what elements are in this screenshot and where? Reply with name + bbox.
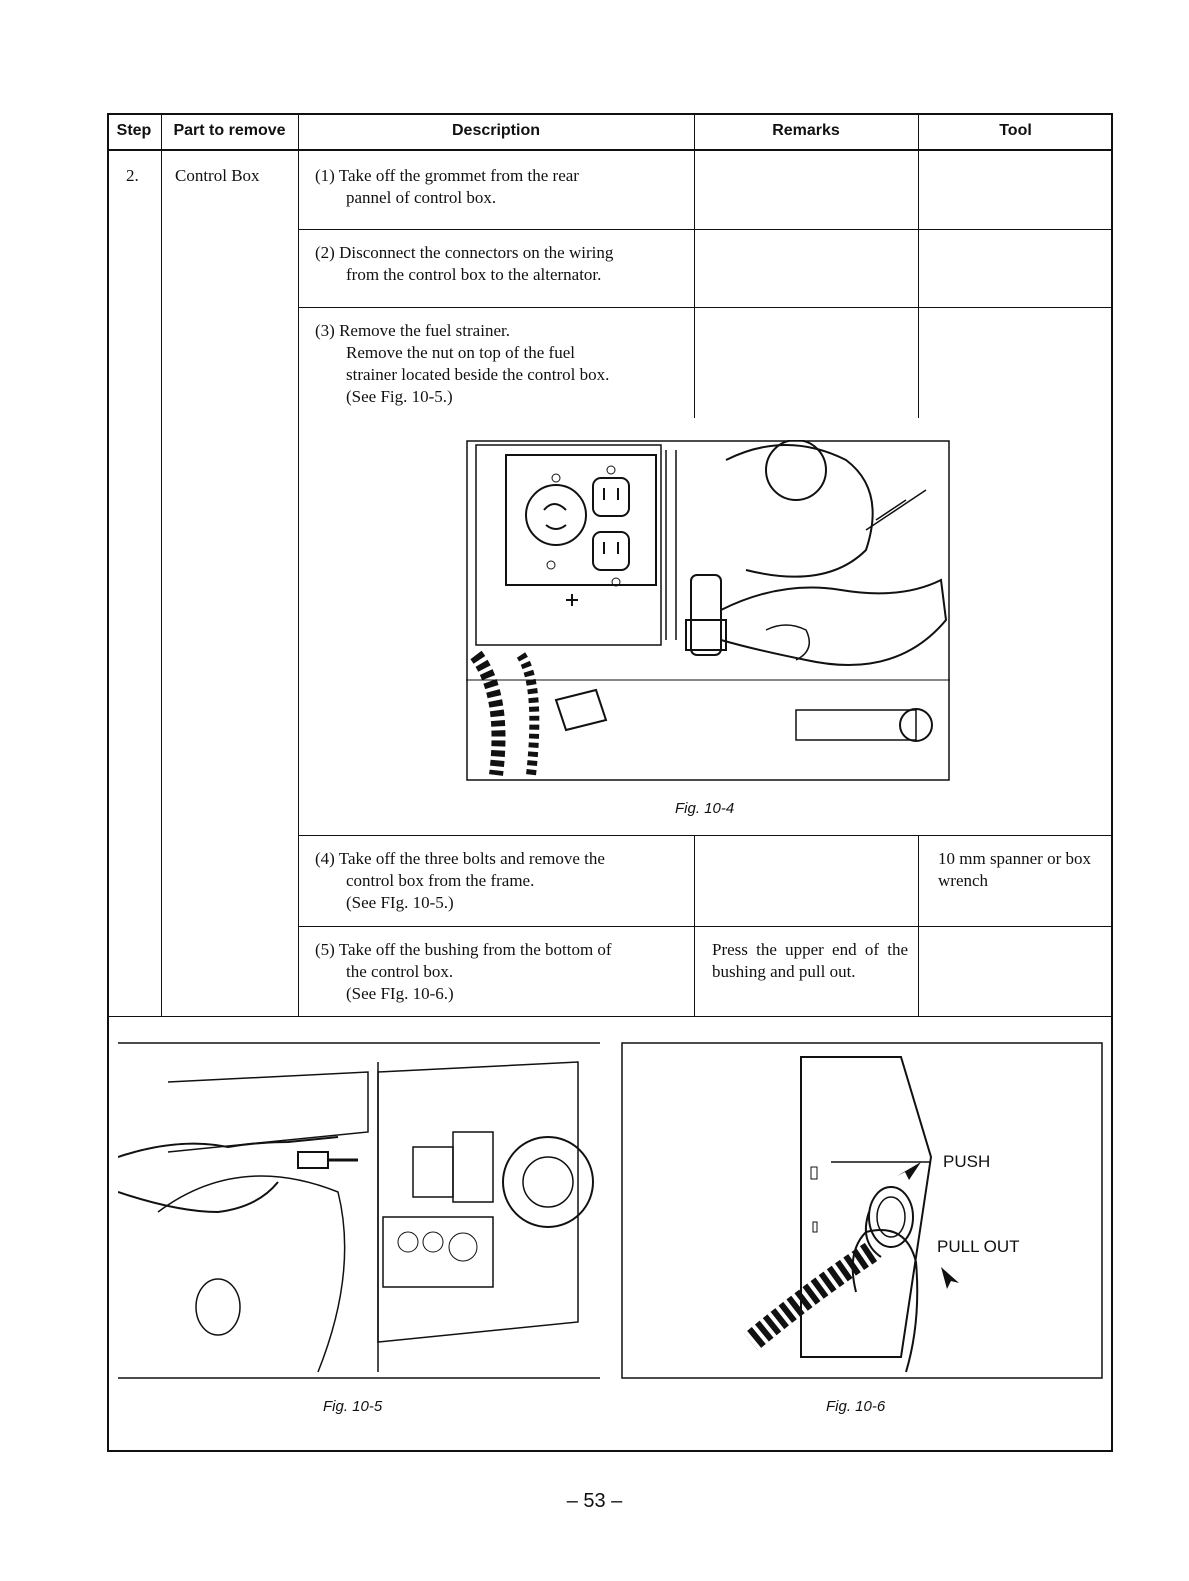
row-line-1 — [298, 229, 1113, 230]
row-5-num: (5) — [315, 940, 335, 959]
row-4-num: (4) — [315, 849, 335, 868]
pull-out-label: PULL OUT — [937, 1237, 1020, 1256]
row-5-desc-line-2: the control box. — [346, 962, 454, 981]
row-1-description — [315, 165, 675, 209]
row-5-desc-first: Take off the bushing from the bottom of — [338, 940, 612, 959]
row-4-desc-line-2: control box from the frame. — [346, 871, 535, 890]
col-line-remarks-top — [918, 113, 919, 418]
row-2-desc-first: Disconnect the connectors on the wiring — [339, 243, 614, 262]
row-3-description — [315, 320, 685, 408]
row-3-num: (3) — [315, 321, 335, 340]
row-2-description — [315, 242, 685, 286]
col-line-step — [161, 113, 162, 1016]
fig-10-4-illustration — [466, 440, 950, 782]
row-1-num: (1) — [315, 166, 335, 185]
fig-10-6-illustration — [621, 1042, 1103, 1380]
push-label: PUSH — [943, 1152, 991, 1171]
header-part: Part to remove — [161, 113, 298, 151]
fig-10-4-caption: Fig. 10-4 — [675, 800, 735, 817]
fig-10-6-caption: Fig. 10-6 — [826, 1398, 886, 1415]
row-3-desc-line-3: strainer located beside the control box. — [346, 365, 610, 384]
row-line-figures — [107, 1016, 1113, 1017]
row-line-3 — [298, 835, 1113, 836]
row-4-desc-first: Take off the three bolts and remove the — [338, 849, 605, 868]
row-3-desc-line-4: (See Fig. 10-5.) — [346, 387, 453, 406]
fig-10-5-illustration — [118, 1042, 600, 1380]
row-4-desc-line-3: (See FIg. 10-5.) — [346, 893, 454, 912]
step-number: 2. — [126, 166, 139, 185]
header-description: Description — [298, 113, 694, 151]
row-3-desc-line-2: Remove the nut on top of the fuel — [346, 343, 575, 362]
row-3-desc-first: Remove the fuel strainer. — [339, 321, 510, 340]
header-step: Step — [107, 113, 161, 151]
row-2-desc-line-2: from the control box to the alternator. — [346, 265, 602, 284]
row-2-num: (2) — [315, 243, 335, 262]
row-5-remarks: Press the upper end of the bushing and pull out. — [712, 940, 908, 981]
page-number: – 53 – — [566, 1490, 623, 1512]
fig-10-5-caption: Fig. 10-5 — [323, 1398, 383, 1415]
row-1-desc-line-2: pannel of control box. — [346, 188, 497, 207]
header-remarks: Remarks — [694, 113, 918, 151]
row-line-4 — [298, 926, 1113, 927]
row-line-2 — [298, 307, 1113, 308]
part-name: Control Box — [175, 166, 260, 185]
row-1-desc-first: Take off the grommet from the rear — [338, 166, 579, 185]
row-5-description — [315, 939, 690, 1005]
col-line-desc-top — [694, 113, 695, 418]
row-4-tool: 10 mm spanner or box wrench — [938, 849, 1091, 890]
col-line-part — [298, 113, 299, 1016]
row-5-desc-line-3: (See FIg. 10-6.) — [346, 984, 454, 1003]
row-4-description — [315, 848, 690, 914]
header-tool: Tool — [918, 113, 1113, 151]
